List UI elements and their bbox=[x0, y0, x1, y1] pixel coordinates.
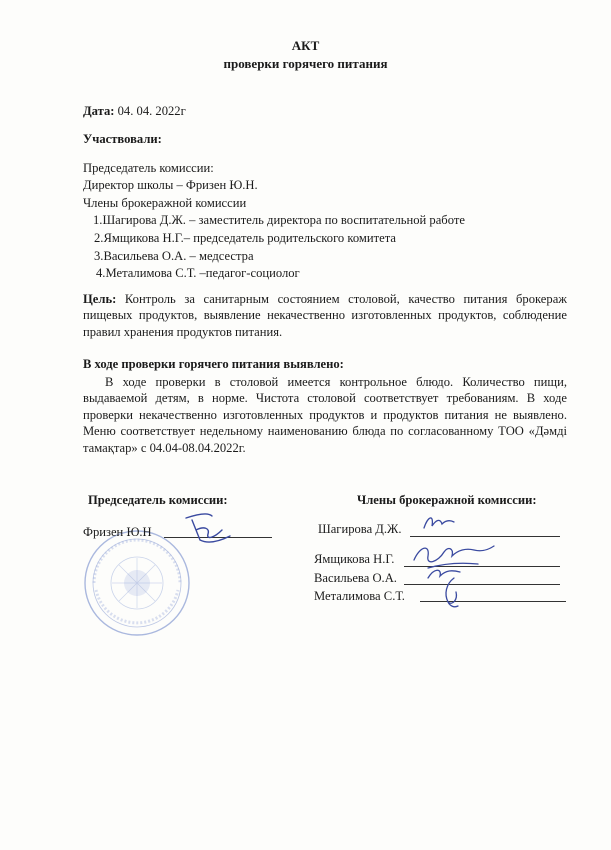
goal-text: Контроль за санитарным состоянием столовой, качество питания брокераж пищевых продуктов, выявление некачественно изготовленных продуктов, соблюдение правил хранения продуктов питания. bbox=[83, 292, 567, 339]
handwritten-signature bbox=[178, 510, 238, 550]
sign-member-name: Металимова С.Т. bbox=[314, 589, 405, 603]
findings-heading: В ходе проверки горячего питания выявлено: bbox=[83, 357, 344, 371]
date-label: Дата: bbox=[83, 104, 115, 118]
sign-member-name: Ямщикова Н.Г. bbox=[314, 552, 395, 566]
findings-paragraph: В ходе проверки в столовой имеется контрольное блюдо. Количество пищи, выдаваемой детям, в норме. Чистота столовой соответствует требованиям. В ходе проверки некачественно изготовленных продуктов и продуктов питания не выявлено. Меню соответствует недельному наименованию блюда по согласованному ТОО «Дәмді тамақтар» с 04.04-08.04.2022г. bbox=[83, 375, 567, 455]
member-line: 1.Шагирова Д.Ж. – заместитель директора по воспитательной работе bbox=[93, 213, 465, 227]
handwritten-signature bbox=[420, 510, 460, 538]
sign-member-name: Шагирова Д.Ж. bbox=[318, 522, 402, 536]
participants-heading: Участвовали: bbox=[83, 132, 162, 146]
scan-artifact bbox=[248, 478, 250, 488]
round-seal-stamp bbox=[82, 528, 192, 638]
document-subtitle: проверки горячего питания bbox=[223, 56, 388, 71]
goal-paragraph bbox=[83, 291, 567, 340]
sign-members-heading: Члены брокеражной комиссии: bbox=[357, 493, 537, 507]
date-line bbox=[83, 103, 186, 119]
member-line: 4.Металимова С.Т. –педагог-социолог bbox=[96, 266, 300, 280]
handwritten-signature bbox=[436, 574, 466, 610]
member-line: 2.Ямщикова Н.Г.– председатель родительского комитета bbox=[94, 231, 396, 245]
sign-member-name: Васильева О.А. bbox=[314, 571, 397, 585]
date-value: 04. 04. 2022г bbox=[117, 104, 186, 118]
sign-chair-name: Фризен Ю.Н bbox=[83, 525, 152, 539]
goal-label: Цель: bbox=[83, 292, 117, 306]
chair-heading: Председатель комиссии: bbox=[83, 161, 214, 175]
member-line: 3.Васильева О.А. – медсестра bbox=[94, 249, 254, 263]
chair-line: Директор школы – Фризен Ю.Н. bbox=[83, 178, 258, 192]
document-title: АКТ bbox=[291, 38, 320, 53]
sign-chair-heading: Председатель комиссии: bbox=[88, 493, 228, 507]
members-heading: Члены брокеражной комиссии bbox=[83, 196, 247, 210]
